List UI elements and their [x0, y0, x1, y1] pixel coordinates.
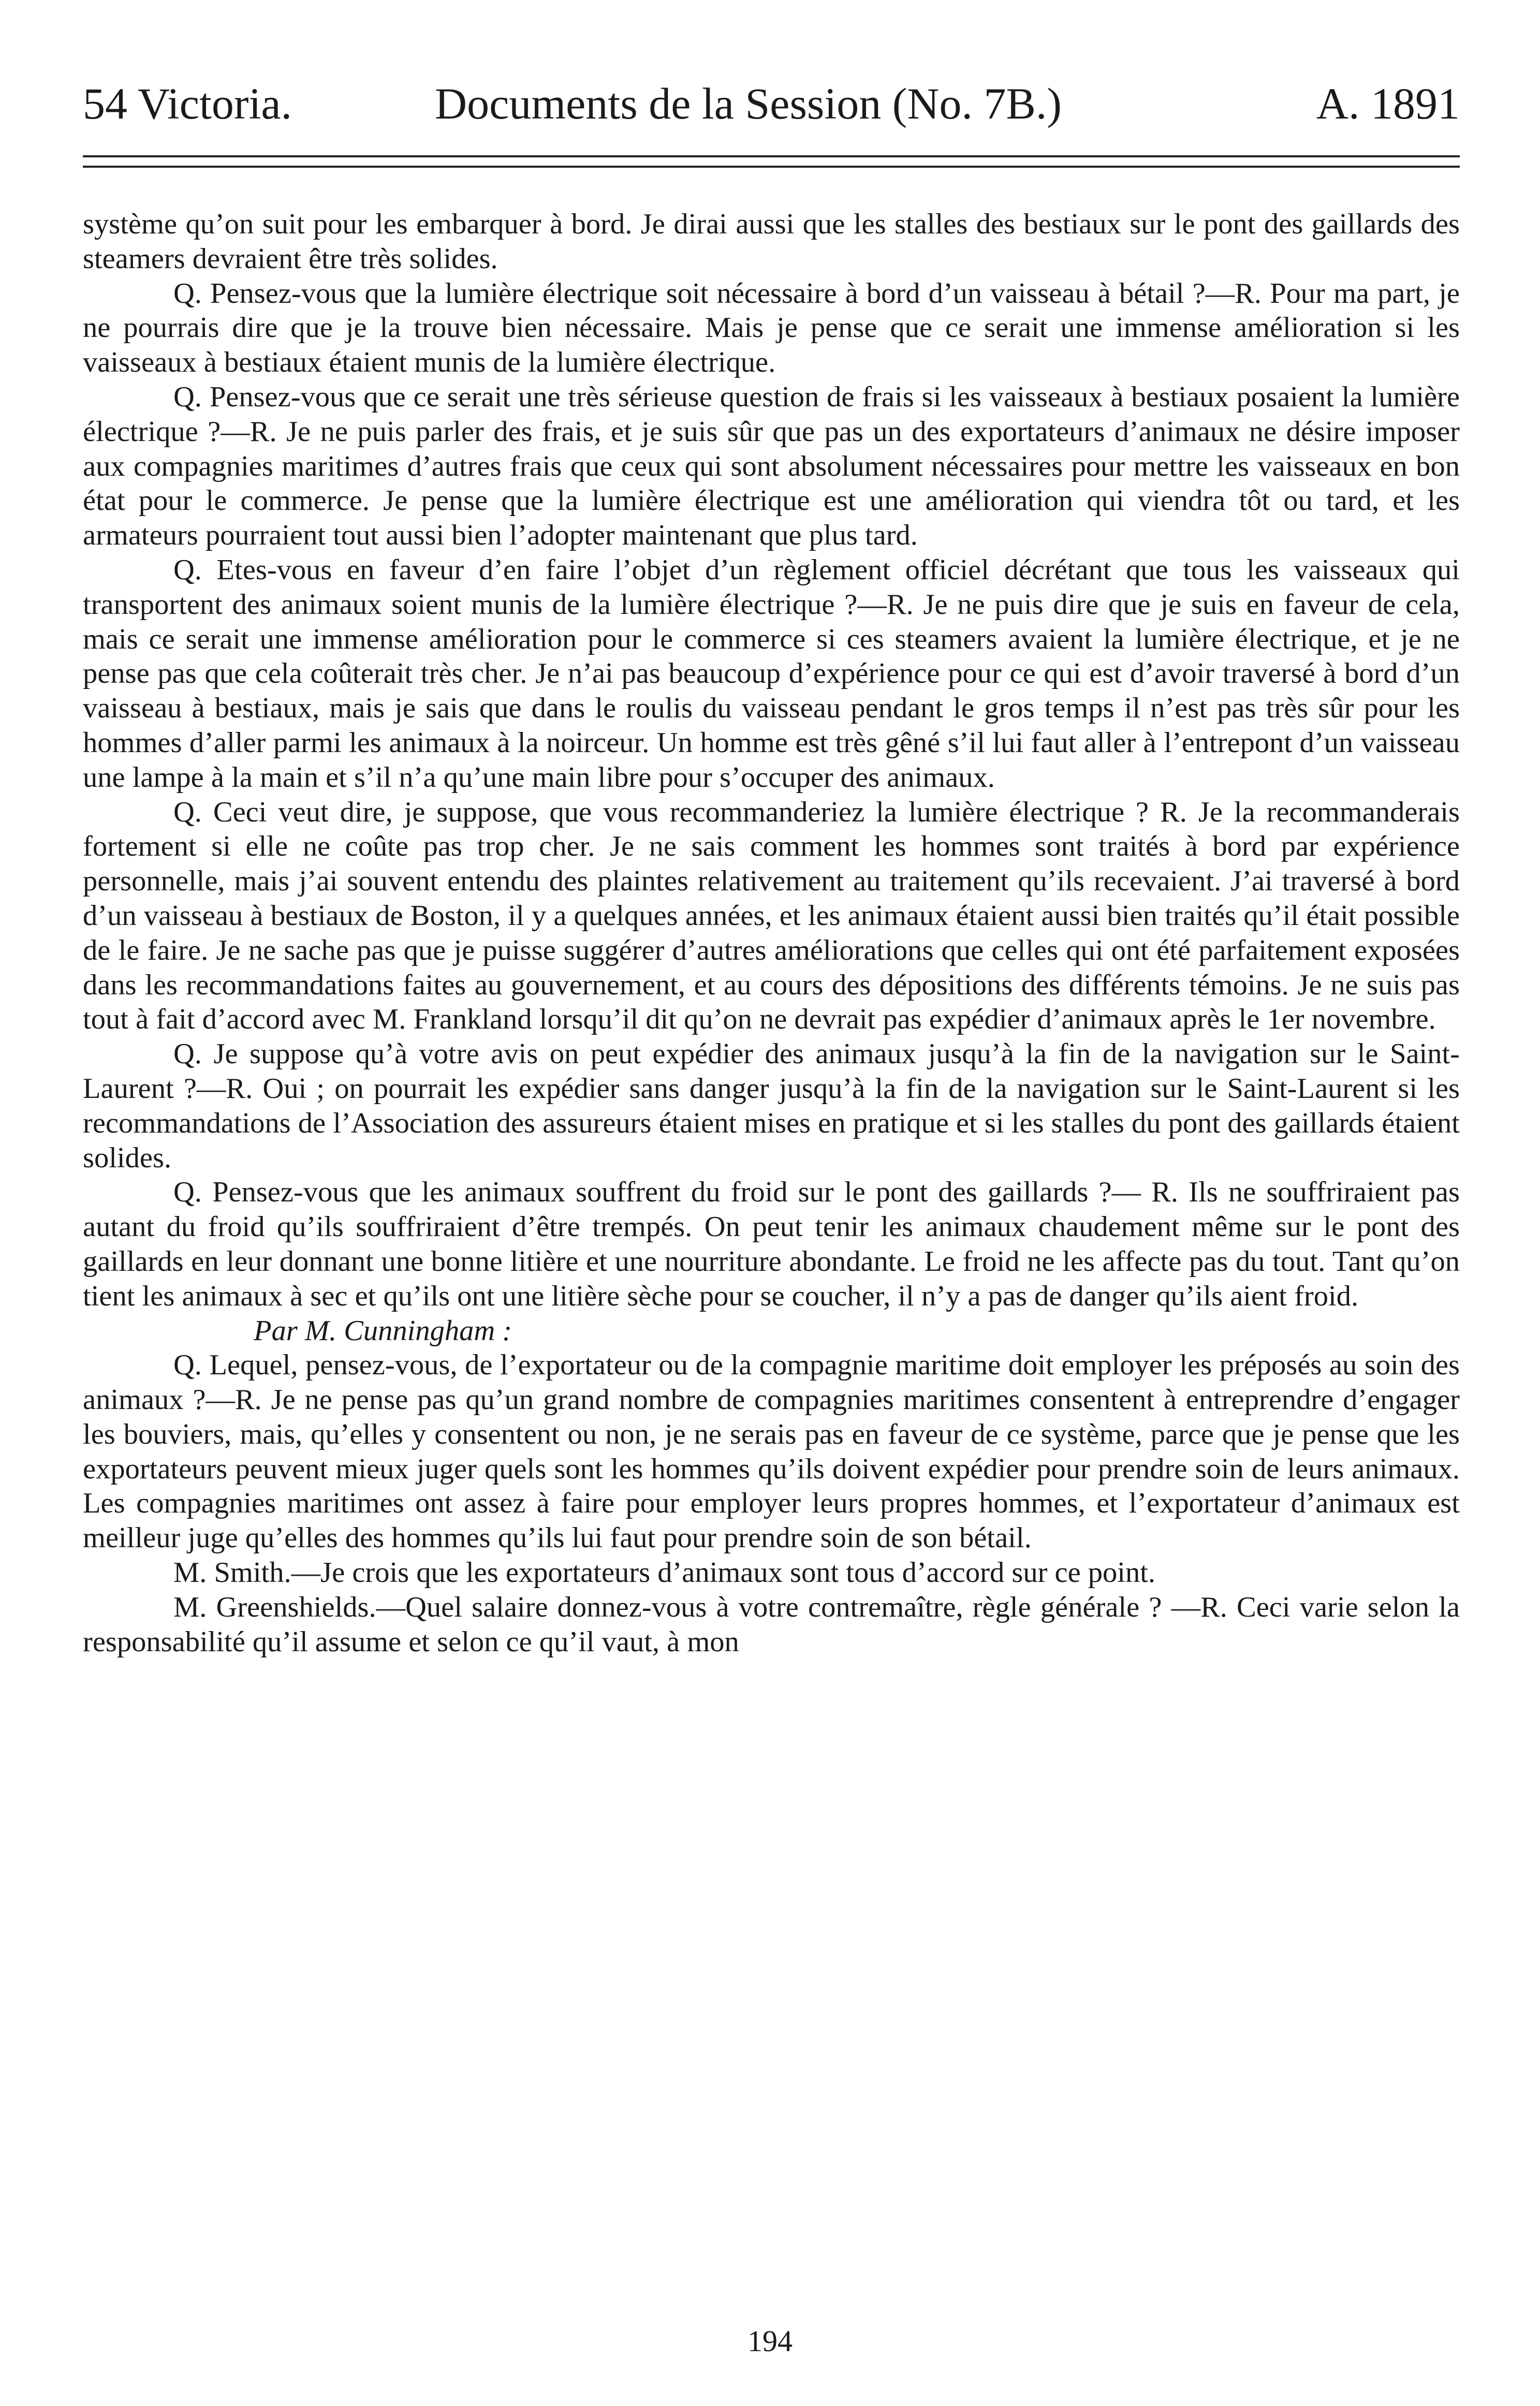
speaker-byline: Par M. Cunningham :: [254, 1314, 512, 1347]
paragraph-2: Q. Pensez-vous que la lumière électrique soit nécessaire à bord d’un vaisseau à bétail ?—R. Pour ma part, je ne pourrais dire que je la trouve bien nécessaire. Mais je pense que ce serait une immense amélioration si les vaisseaux à bestiaux étaient munis de la lumière électrique.: [83, 277, 1460, 379]
paragraph-1: système qu’on suit pour les embarquer à bord. Je dirai aussi que les stalles des bestiaux sur le pont des gaillards des steamers devraient être très solides.: [83, 208, 1460, 275]
volume-label: 54 Victoria.: [83, 79, 292, 128]
running-header: [83, 72, 1460, 135]
paragraph-4: Q. Etes-vous en faveur d’en faire l’objet d’un règlement officiel décrétant que tous les vaisseaux qui transportent des animaux soient munis de la lumière électrique ?—R. Je ne puis dire que je suis en faveur de cela, mais ce serait une immense amélioration pour le commerce si ces steamers avaient la lumière électrique, et je ne pense pas que cela coûterait très cher. Je n’ai pas beaucoup d’expérience pour ce qui est d’avoir traversé à bord d’un vaisseau à bestiaux, mais je sais que dans le roulis du vaisseau pendant le gros temps il n’est pas très sûr pour les hommes d’aller parmi les animaux à la noirceur. Un homme est très gêné s’il lui faut aller à l’entrepont d’un vaisseau une lampe à la main et s’il n’a qu’une main libre pour s’occuper des animaux.: [83, 553, 1460, 794]
paragraph-7: Q. Pensez-vous que les animaux souffrent du froid sur le pont des gaillards ?— R. Ils ne souffriraient pas autant du froid qu’ils souffriraient d’être trempés. On peut tenir les animaux chaudement même sur le pont des gaillards en leur donnant une bonne litière et une nourriture abondante. Le froid ne les affecte pas du tout. Tant qu’on tient les animaux à sec et qu’ils ont une litière sèche pour se coucher, il n’y a pas de danger qu’ils aient froid.: [83, 1176, 1460, 1312]
paragraph-10: M. Smith.—Je crois que les exportateurs d’animaux sont tous d’accord sur ce point.: [173, 1557, 1156, 1589]
document-title-close: .): [1035, 79, 1062, 128]
paragraph-3: Q. Pensez-vous que ce serait une très sérieuse question de frais si les vaisseaux à bestiaux posaient la lumière électrique ?—R. Je ne puis parler des frais, et je suis sûr que pas un des exportateurs d’animaux ne désire imposer aux compagnies maritimes d’autres frais que ceux qui sont absolument nécessaires pour mettre les vaisseaux en bon état pour le commerce. Je pense que la lumière électrique est une amélioration qui viendra tôt ou tard, et les armateurs pourraient tout aussi bien l’adopter maintenant que plus tard.: [83, 380, 1460, 552]
year-label: A. 1891: [1316, 79, 1460, 128]
paragraph-9: Q. Lequel, pensez-vous, de l’exportateur ou de la compagnie maritime doit employer les préposés au soin des animaux ?—R. Je ne pense pas qu’un grand nombre de compagnies maritimes consentent à entreprendre d’engager les bouviers, mais, qu’elles y consentent ou non, je ne serais pas en faveur de ce système, parce que je pense que les exportateurs peuvent mieux juger quels sont les hommes qu’ils doivent expédier pour prendre soin de leurs animaux. Les compagnies maritimes ont assez à faire pour employer leurs propres hommes, et l’exportateur d’animaux est meilleur juge qu’elles des hommes qu’ils lui faut pour prendre soin de son bétail.: [83, 1349, 1460, 1554]
paragraph-6: Q. Je suppose qu’à votre avis on peut expédier des animaux jusqu’à la fin de la navigation sur le Saint-Laurent ?—R. Oui ; on pourrait les expédier sans danger jusqu’à la fin de la navigation sur le Saint-Laurent si les recommandations de l’Association des assureurs étaient mises en pratique et si les stalles du pont des gaillards étaient solides.: [83, 1038, 1460, 1174]
paragraph-5: Q. Ceci veut dire, je suppose, que vous recommanderiez la lumière électrique ? R. Je la recommanderais fortement si elle ne coûte pas trop cher. Je ne sais comment les hommes sont traités à bord par expérience personnelle, mais j’ai souvent entendu des plaintes relativement au traitement qu’ils recevaient. J’ai traversé à bord d’un vaisseau à bestiaux de Boston, il y a quelques années, et les animaux étaient aussi bien traités qu’il était possible de le faire. Je ne sache pas que je puisse suggérer d’autres améliorations que celles qui ont été parfaitement exposées dans les recommandations faites au gouvernement, et au cours des dépositions des différents témoins. Je ne suis pas tout à fait d’accord avec M. Frankland lorsqu’il dit qu’on ne devrait pas expédier d’animaux après le 1er novembre.: [83, 796, 1460, 1036]
paragraph-11: M. Greenshields.—Quel salaire donnez-vous à votre contremaître, règle générale ? —R. Ceci varie selon la responsabilité qu’il assume et selon ce qu’il vaut, à mon: [83, 1591, 1460, 1658]
document-title-main: Documents de la Session (No. 7: [435, 79, 1006, 128]
document-title: [435, 72, 1062, 135]
page-number: 194: [747, 2324, 793, 2358]
document-title-suffix: B: [1006, 79, 1036, 128]
header-rule-bottom: [83, 166, 1460, 168]
page-body: [83, 207, 1460, 1659]
header-rule-top: [83, 155, 1460, 157]
